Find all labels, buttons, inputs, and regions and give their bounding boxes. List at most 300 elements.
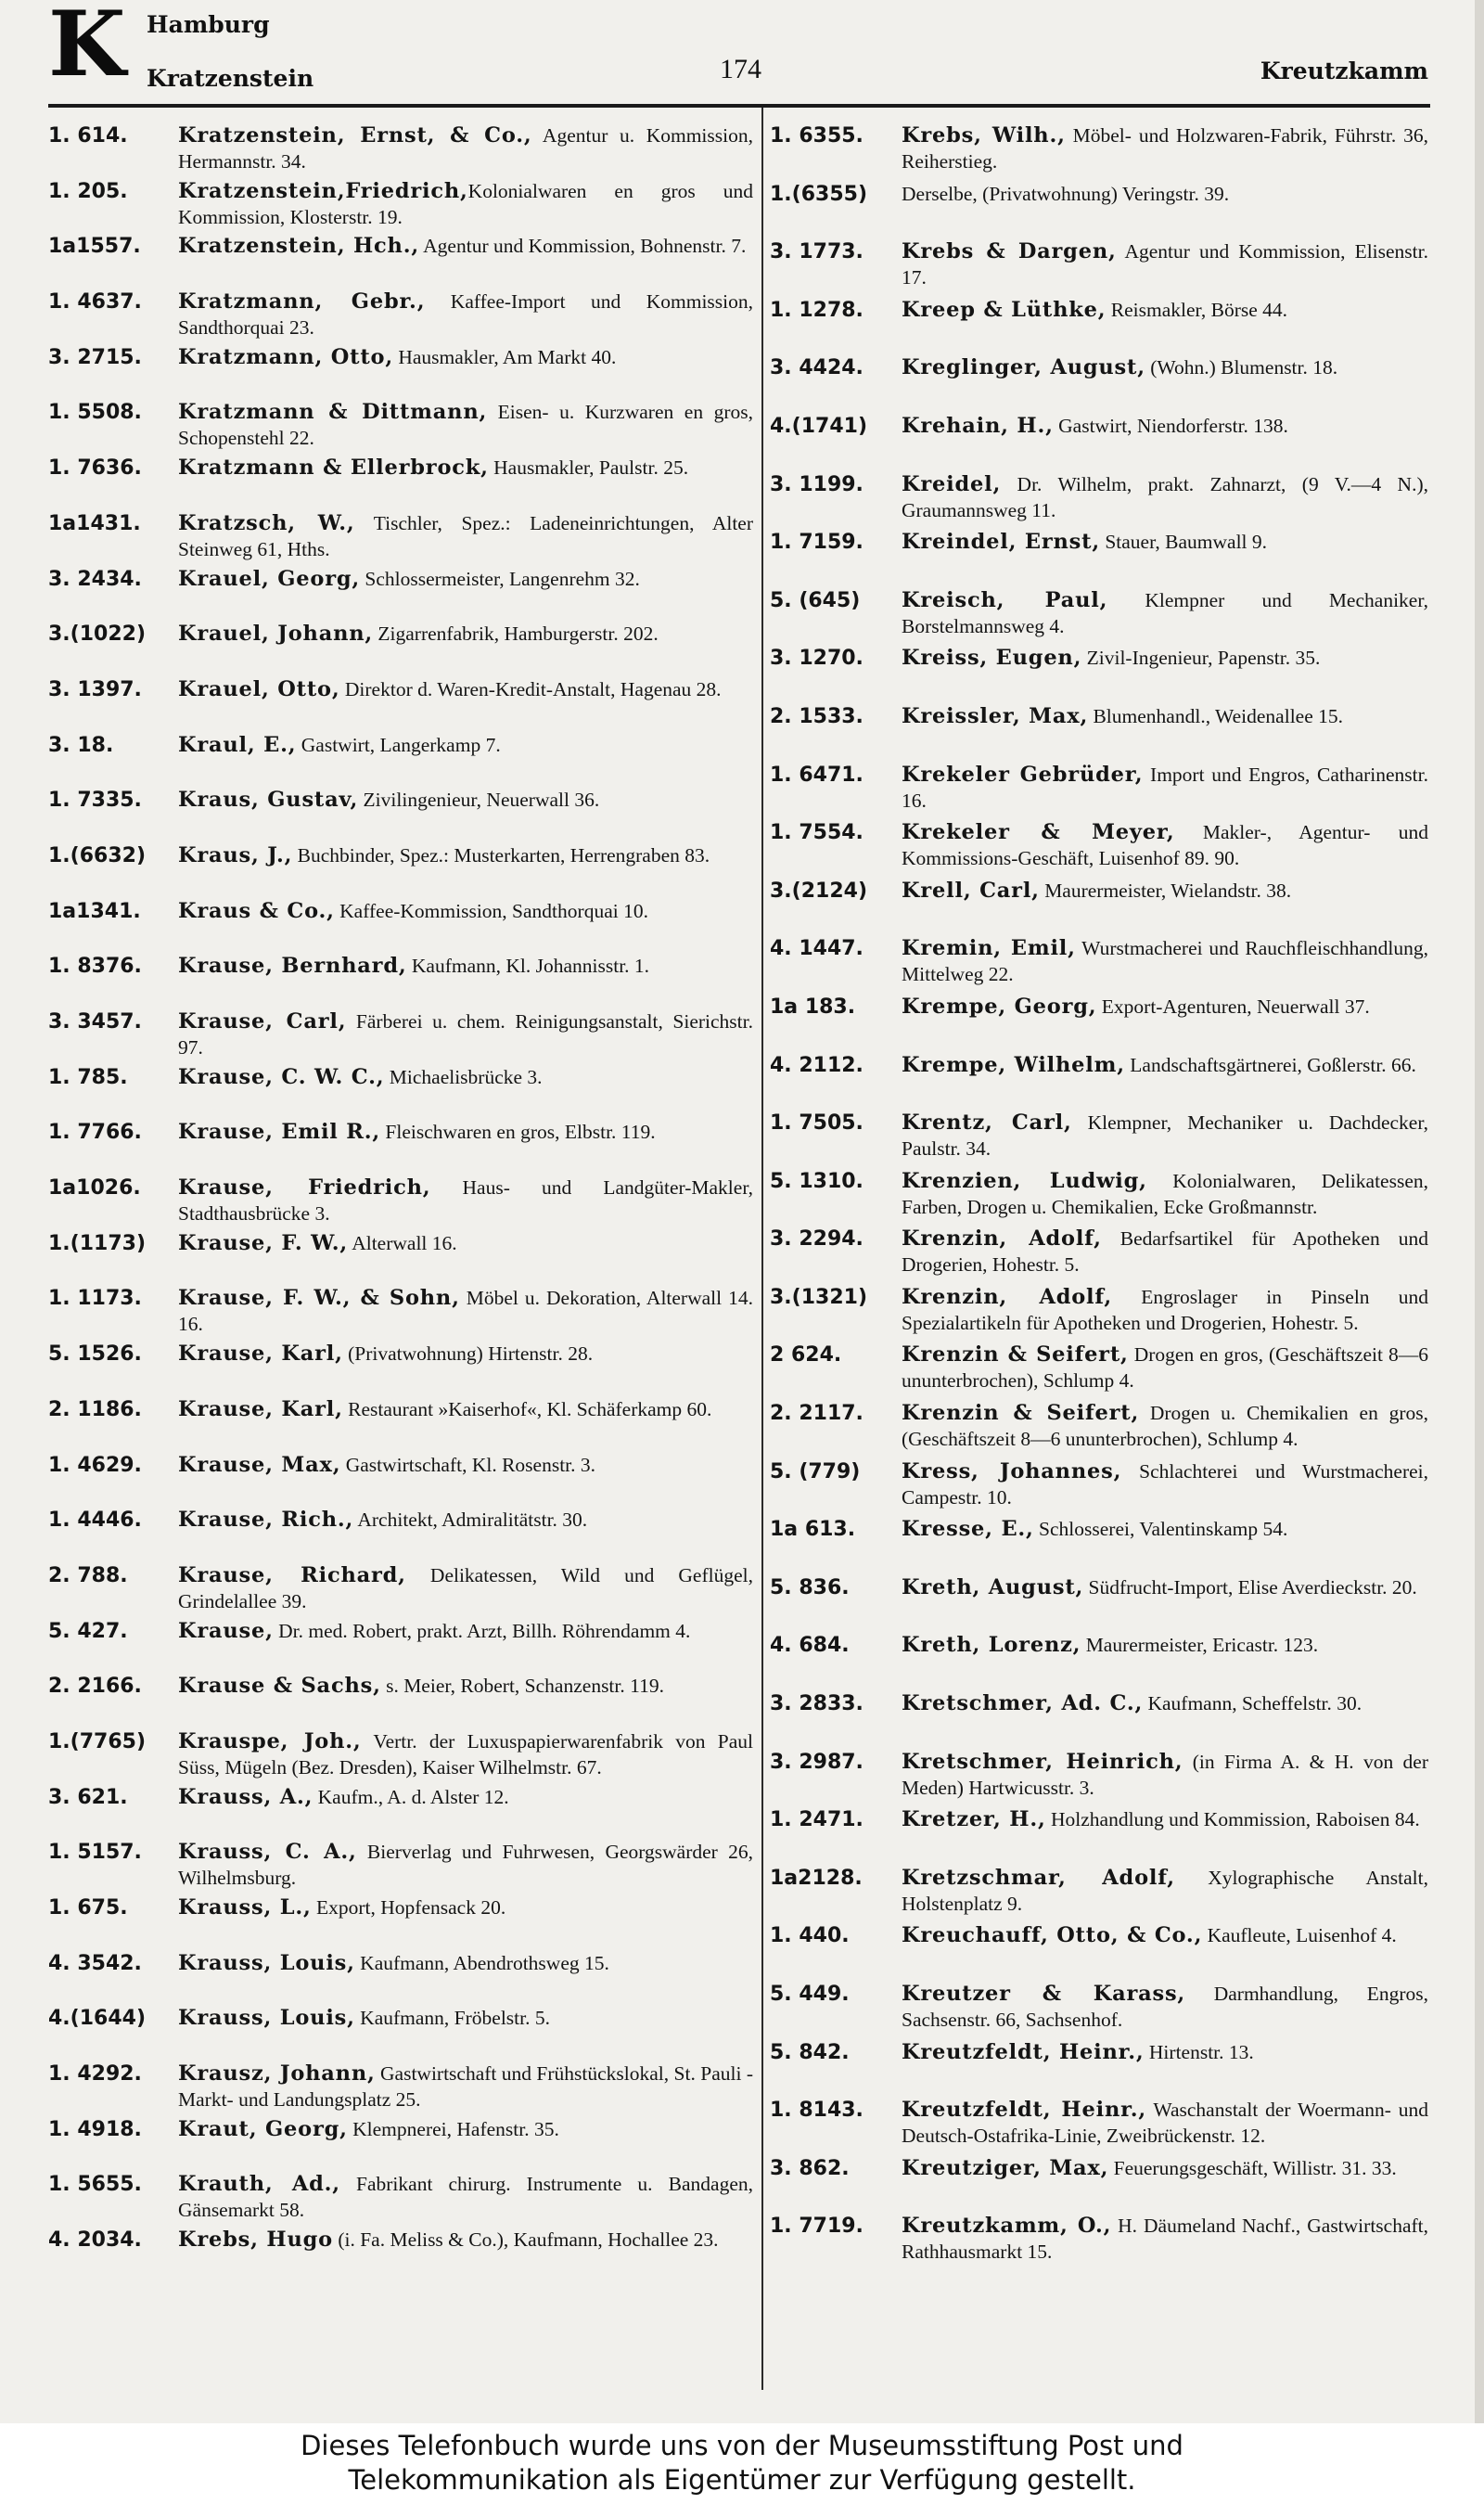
entry-phone-number: 1. 1173. (48, 1287, 142, 1311)
directory-entry (48, 1008, 753, 1064)
entry-phone-number: 1a 183. (770, 995, 856, 1019)
entry-phone-number: 1a2128. (770, 1866, 863, 1890)
entry-phone-number: 2. 1533. (770, 704, 864, 728)
directory-entry (48, 1175, 753, 1230)
directory-entry (770, 297, 1428, 355)
directory-entry (770, 1400, 1428, 1458)
entry-description: Engroslager in Pinseln und Spezialartikeln für Apotheken und Drogerien, Hohestr. 5. (902, 1285, 1428, 1334)
entry-phone-number: 3. 2987. (770, 1750, 864, 1774)
directory-entry (770, 1226, 1428, 1284)
entry-name: Krenzien, Ludwig, (902, 1168, 1147, 1193)
entry-name: Krauss, C. A., (178, 1840, 357, 1865)
entry-name: Krause, Bernhard, (178, 954, 407, 979)
entry-text (178, 289, 753, 340)
entry-text (902, 2097, 1428, 2149)
entry-text (902, 1110, 1428, 1162)
entry-phone-number: 2. 2117. (770, 1402, 864, 1426)
entry-name: Krentz, Carl, (902, 1111, 1072, 1136)
directory-entry (48, 122, 753, 178)
entry-text (178, 2227, 753, 2253)
entry-name: Kremin, Emil, (902, 936, 1076, 961)
entry-text (178, 1839, 753, 1891)
entry-phone-number: 1. 6355. (770, 124, 864, 148)
directory-entry (770, 1981, 1428, 2039)
entry-name: Krause, Richard, (178, 1562, 406, 1587)
directory-entry (48, 344, 753, 400)
entry-text (178, 1562, 753, 1614)
entry-description: Gastwirtschaft und Frühstückslokal, St. Pauli - Markt- und Landungsplatz 25. (178, 2062, 753, 2112)
entry-phone-number: 4. 684. (770, 1634, 850, 1658)
entry-text (902, 1226, 1428, 1278)
directory-entry (48, 732, 753, 788)
entry-text (902, 819, 1428, 871)
entry-text (902, 1052, 1428, 1078)
entry-description: Dr. med. Robert, prakt. Arzt, Billh. Röhrendamm 4. (273, 1619, 691, 1642)
directory-entry (770, 1865, 1428, 1923)
entry-text (178, 2005, 753, 2031)
entry-phone-number: 1. 4637. (48, 290, 142, 315)
entry-name: Krell, Carl, (902, 878, 1040, 903)
entry-phone-number: 3. 2833. (770, 1692, 864, 1716)
entry-name: Kratzenstein, Ernst, & Co., (178, 123, 532, 148)
entry-description: Kaufmann, Abendrothsweg 15. (354, 1951, 609, 1974)
entry-name: Kreuchauff, Otto, & Co., (902, 1923, 1203, 1948)
entry-name: Kreth, August, (902, 1574, 1084, 1599)
entry-name: Krauspe, Joh., (178, 1728, 362, 1753)
entry-text (902, 181, 1428, 207)
entry-phone-number: 1. 2471. (770, 1808, 864, 1832)
entry-phone-number: 3. 18. (48, 733, 114, 757)
entry-text (902, 878, 1428, 904)
entry-text (178, 676, 753, 702)
entry-phone-number: 4. 2112. (770, 1053, 864, 1077)
entry-text (178, 1507, 753, 1533)
directory-entry (770, 2213, 1428, 2271)
entry-description: Kaufmann, Fröbelstr. 5. (354, 2007, 550, 2030)
header-rule (48, 104, 1430, 108)
directory-entry (770, 1632, 1428, 1690)
entry-name: Kreidel, (902, 471, 1002, 496)
directory-entry (770, 354, 1428, 413)
entry-description: Bedarfsartikel für Apotheken und Drogerien, Hohestr. 5. (902, 1227, 1428, 1277)
entry-name: Kreth, Lorenz, (902, 1633, 1081, 1658)
entry-phone-number: 1a1026. (48, 1176, 141, 1201)
entry-description: Hausmakler, Am Markt 40. (392, 345, 617, 368)
entry-name: Krauss, A., (178, 1784, 313, 1809)
entry-name: Krause, Friedrich, (178, 1175, 431, 1201)
directory-entry (48, 898, 753, 954)
entry-text (902, 1922, 1428, 1948)
entry-text (178, 510, 753, 562)
entry-text (902, 935, 1428, 987)
entry-text (178, 1008, 753, 1060)
directory-entry (48, 455, 753, 510)
entry-phone-number: 1. 7554. (770, 821, 864, 845)
directory-entry (770, 1749, 1428, 1807)
directory-entry (48, 1341, 753, 1396)
entry-text (902, 1574, 1428, 1600)
directory-entry (48, 1562, 753, 1618)
entry-text (178, 1341, 753, 1367)
directory-entry (770, 413, 1428, 471)
directory-entry (770, 238, 1428, 297)
entry-text (902, 1400, 1428, 1452)
entry-text (902, 1168, 1428, 1220)
entry-description: Klempner und Mechaniker, Borstelmannsweg 4. (902, 588, 1429, 637)
entry-description: (in Firma A. & H. von der Meden) Hartwicusstr. 3. (902, 1750, 1428, 1799)
entry-name: Krause, Karl, (178, 1396, 343, 1421)
entry-description: Zigarrenfabrik, Hamburgerstr. 202. (373, 623, 659, 646)
entry-name: Kreisch, Paul, (902, 587, 1108, 612)
entry-name: Kresse, E., (902, 1517, 1034, 1542)
entry-name: Krause, Karl, (178, 1342, 343, 1367)
entry-name: Krebs, Wilh., (902, 123, 1066, 148)
entry-name: Krenzin, Adolf, (902, 1284, 1113, 1309)
entry-phone-number: 1. 5508. (48, 401, 142, 425)
entry-phone-number: 3.(1022) (48, 623, 147, 647)
entry-description: Feuerungsgeschäft, Willistr. 31. 33. (1108, 2156, 1397, 2179)
entry-text (178, 455, 753, 481)
entry-description: Kolonialwaren, Delikatessen, Farben, Drogen u. Chemikalien, Ecke Großmannstr. (902, 1169, 1428, 1218)
entry-name: Krause, Max, (178, 1452, 341, 1477)
entry-text (178, 1452, 753, 1478)
entry-phone-number: 5. 1310. (770, 1169, 864, 1193)
entry-phone-number: 3.(2124) (770, 879, 868, 903)
entry-name: Krause, F. W., & Sohn, (178, 1286, 460, 1311)
entry-phone-number: 1. 7636. (48, 456, 142, 481)
entry-phone-number: 2 624. (770, 1343, 842, 1368)
directory-entry (48, 2005, 753, 2061)
directory-entry (770, 122, 1428, 181)
entry-text (902, 645, 1428, 671)
entry-name: Krauel, Georg, (178, 566, 361, 591)
entry-phone-number: 1. 614. (48, 124, 128, 148)
entry-description: Stauer, Baumwall 9. (1099, 531, 1268, 554)
entry-phone-number: 1. 4292. (48, 2062, 142, 2087)
entry-name: Kreutzfeldt, Heinr., (902, 2098, 1146, 2123)
entry-phone-number: 4.(1741) (770, 414, 868, 438)
entry-name: Kreutzfeldt, Heinr., (902, 2039, 1145, 2064)
entry-description: Agentur und Kommission, Elisenstr. 17. (902, 240, 1428, 289)
entry-name: Krausz, Johann, (178, 2061, 376, 2087)
entry-description: Kolonialwaren en gros und Kommission, Klosterstr. 19. (178, 179, 753, 228)
directory-entry (48, 621, 753, 676)
directory-entry (770, 1110, 1428, 1168)
header-city: Hamburg (147, 11, 270, 38)
entry-description: Maurermeister, Wielandstr. 38. (1039, 879, 1292, 902)
entry-phone-number: 3. 1773. (770, 240, 864, 264)
entry-text (902, 762, 1428, 814)
directory-entry (48, 676, 753, 732)
directory-entry (770, 1342, 1428, 1400)
entry-name: Kratzenstein,Friedrich, (178, 178, 468, 203)
entry-phone-number: 1. 7159. (770, 531, 864, 555)
directory-entry (770, 762, 1428, 820)
entry-name: Kreissler, Max, (902, 703, 1089, 728)
directory-entry (48, 1230, 753, 1286)
entry-text (178, 2116, 753, 2142)
directory-entry (48, 787, 753, 842)
entry-description: (Wohn.) Blumenstr. 18. (1145, 356, 1338, 379)
entry-text (902, 238, 1428, 290)
entry-text (902, 1284, 1428, 1336)
entry-description: Kaufmann, Kl. Johannisstr. 1. (406, 955, 650, 978)
entry-description: Dr. Wilhelm, prakt. Zahnarzt, (9 V.—4 N.), Graumannsweg 11. (902, 472, 1428, 521)
entry-name: Krenzin & Seifert, (902, 1342, 1129, 1368)
entry-text (902, 529, 1428, 555)
entry-name: Krekeler & Meyer, (902, 820, 1175, 845)
entry-text (178, 842, 753, 868)
entry-name: Krause, Emil R., (178, 1120, 381, 1145)
entry-name: Kraut, Georg, (178, 2116, 348, 2141)
entry-name: Kreutzer & Karass, (902, 1982, 1186, 2006)
entry-description: Hausmakler, Paulstr. 25. (488, 456, 689, 480)
entry-description: Tischler, Spez.: Ladeneinrichtungen, Alter Steinweg 61, Hths. (178, 511, 753, 560)
entry-phone-number: 4. 1447. (770, 937, 864, 961)
entry-phone-number: 4.(1644) (48, 2007, 147, 2031)
entry-name: Krempe, Georg, (902, 994, 1097, 1019)
entry-description: Bierverlag und Fuhrwesen, Georgswärder 26, Wilhelmsburg. (178, 1841, 753, 1890)
directory-entry (48, 1396, 753, 1452)
entry-text (902, 1749, 1428, 1801)
entry-phone-number: 1. 4446. (48, 1509, 142, 1533)
entry-description: Export-Agenturen, Neuerwall 37. (1096, 995, 1370, 1018)
entry-description: Makler-, Agentur- und Kommissions-Geschäft, Luisenhof 89. 90. (902, 821, 1428, 870)
entry-text (178, 898, 753, 924)
entry-phone-number: 1. 1278. (770, 298, 864, 322)
directory-entry (48, 1064, 753, 1120)
entry-description: Kaufm., A. d. Alster 12. (313, 1785, 509, 1808)
entry-phone-number: 2. 788. (48, 1563, 128, 1587)
entry-phone-number: 1a 613. (770, 1518, 856, 1542)
entry-name: Krauth, Ad., (178, 2172, 340, 2197)
entry-description: Darmhandlung, Engros, Sachsenstr. 66, Sachsenhof. (902, 1983, 1428, 2031)
entry-description: Agentur u. Kommission, Hermannstr. 34. (178, 124, 753, 173)
column-divider (761, 108, 763, 2390)
entry-description: Waschanstalt der Woermann- und Deutsch-Ostafrika-Linie, Zweibrückenstr. 12. (902, 2099, 1428, 2148)
footer-line-2: Telekommunikation als Eigentümer zur Verfügung gestellt. (348, 2464, 1136, 2496)
entry-phone-number: 1a1431. (48, 511, 141, 535)
directory-entry (770, 878, 1428, 936)
entry-phone-number: 1. 5655. (48, 2173, 142, 2197)
entry-text (178, 1728, 753, 1780)
entry-name: Krempe, Wilhelm, (902, 1052, 1125, 1077)
entry-name: Kretzschmar, Adolf, (902, 1865, 1175, 1890)
entry-phone-number: 1. 7335. (48, 789, 142, 813)
right-column (770, 122, 1428, 2271)
entry-phone-number: 1. 440. (770, 1924, 850, 1948)
entry-text (902, 1516, 1428, 1542)
directory-entry (48, 510, 753, 566)
entry-name: Krebs & Dargen, (902, 239, 1117, 264)
entry-text (902, 1690, 1428, 1716)
entry-name: Krauel, Johann, (178, 622, 374, 647)
entry-phone-number: 1. 4918. (48, 2117, 142, 2141)
entry-name: Kraus, J., (178, 842, 293, 867)
directory-entry (48, 1452, 753, 1508)
directory-entry (48, 1673, 753, 1728)
directory-entry (770, 1922, 1428, 1981)
directory-entry (48, 1507, 753, 1562)
header-last-entry: Kreutzkamm (1260, 58, 1428, 84)
entry-name: Kratzmann, Otto, (178, 344, 393, 369)
directory-entry (770, 1052, 1428, 1111)
entry-phone-number: 1. 5157. (48, 1841, 142, 1865)
entry-phone-number: 5. 836. (770, 1575, 850, 1599)
directory-entry (770, 1516, 1428, 1574)
entry-description: Gastwirt, Niendorferstr. 138. (1053, 414, 1288, 437)
entry-phone-number: 5. (645) (770, 588, 861, 612)
directory-entry (48, 2171, 753, 2227)
entry-description: Kaffee-Import und Kommission, Sandthorquai 23. (178, 290, 754, 340)
directory-entry (770, 1284, 1428, 1342)
entry-name: Krause, (178, 1618, 274, 1643)
entry-description: Hirtenstr. 13. (1144, 2040, 1254, 2063)
entry-text (178, 1784, 753, 1810)
entry-description: Zivil-Ingenieur, Papenstr. 35. (1081, 647, 1321, 670)
directory-entry (48, 1285, 753, 1341)
entry-description: Xylographische Anstalt, Holstenplatz 9. (902, 1866, 1428, 1915)
entry-name: Krause & Sachs, (178, 1674, 381, 1699)
directory-entry (770, 471, 1428, 530)
entry-phone-number: 4. 2034. (48, 2228, 142, 2253)
entry-description: Delikatessen, Wild und Geflügel, Grindelallee 39. (178, 1563, 754, 1612)
entry-phone-number: 1. 7766. (48, 1121, 142, 1145)
entry-name: Krehain, H., (902, 413, 1054, 438)
directory-entry (48, 1839, 753, 1894)
directory-entry (770, 2039, 1428, 2098)
entry-description: Schlachterei und Wurstmacherei, Campestr. 10. (902, 1459, 1428, 1509)
directory-entry (770, 1690, 1428, 1749)
entry-phone-number: 3. 621. (48, 1785, 128, 1809)
directory-entry (48, 953, 753, 1008)
entry-description: Architekt, Admiralitätstr. 30. (353, 1509, 588, 1532)
entry-phone-number: 3. 1397. (48, 677, 142, 701)
entry-description: Fleischwaren en gros, Elbstr. 119. (380, 1121, 656, 1144)
directory-entry (48, 2061, 753, 2116)
entry-phone-number: 3. 3457. (48, 1010, 142, 1034)
directory-entry (770, 819, 1428, 878)
entry-phone-number: 3. 1270. (770, 647, 864, 671)
directory-entry (770, 529, 1428, 587)
footer-note (0, 2423, 1484, 2504)
entry-phone-number: 1. 4629. (48, 1453, 142, 1477)
directory-entry (48, 1119, 753, 1175)
entry-phone-number: 1. 8143. (770, 2099, 864, 2123)
entry-name: Krauss, Louis, (178, 2006, 355, 2031)
entry-description: Fabrikant chirurg. Instrumente u. Bandagen, Gänsemarkt 58. (178, 2173, 753, 2222)
entry-name: Kratzsch, W., (178, 510, 355, 535)
entry-text (178, 2171, 753, 2223)
entry-text (178, 1285, 753, 1337)
directory-entry (770, 935, 1428, 994)
entry-description: Gastwirt, Langerkamp 7. (296, 733, 501, 756)
entry-phone-number: 5. (779) (770, 1459, 861, 1483)
entry-text (178, 1064, 753, 1090)
entry-description: Derselbe, (Privatwohnung) Veringstr. 39. (902, 182, 1230, 205)
entry-description: (Privatwohnung) Hirtenstr. 28. (342, 1342, 594, 1366)
left-column (48, 122, 753, 2282)
entry-phone-number: 1. 7505. (770, 1111, 864, 1136)
entry-phone-number: 1a1557. (48, 235, 141, 259)
entry-description: Haus- und Landgüter-Makler, Stadthausbrücke 3. (178, 1176, 753, 1226)
directory-entry (770, 181, 1428, 239)
header-first-entry: Kratzenstein (147, 65, 314, 92)
entry-text (902, 1342, 1428, 1393)
entry-text (902, 2155, 1428, 2181)
entry-name: Kreindel, Ernst, (902, 530, 1100, 555)
entry-phone-number: 1.(6632) (48, 843, 147, 867)
entry-text (178, 178, 753, 230)
entry-description: Holzhandlung und Kommission, Raboisen 84. (1045, 1808, 1420, 1831)
entry-description: Buchbinder, Spez.: Musterkarten, Herrengraben 83. (292, 843, 710, 867)
entry-description: Export, Hopfensack 20. (311, 1896, 506, 1919)
entry-name: Kreglinger, August, (902, 355, 1145, 380)
entry-description: s. Meier, Robert, Schanzenstr. 119. (380, 1675, 664, 1698)
entry-text (178, 566, 753, 592)
entry-phone-number: 1. 675. (48, 1896, 128, 1920)
directory-entry (48, 2227, 753, 2282)
entry-name: Kretschmer, Heinrich, (902, 1749, 1183, 1774)
entry-description: Kaufmann, Scheffelstr. 30. (1143, 1692, 1362, 1715)
entry-description: Wurstmacherei und Rauchfleischhandlung, Mittelweg 22. (902, 937, 1429, 986)
entry-name: Kratzenstein, Hch., (178, 234, 419, 259)
entry-text (178, 344, 753, 370)
entry-text (902, 1632, 1428, 1658)
entry-text (902, 1806, 1428, 1832)
entry-phone-number: 3. 4424. (770, 356, 864, 380)
entry-name: Krauss, Louis, (178, 1950, 355, 1975)
directory-entry (48, 1950, 753, 2006)
entry-description: Restaurant »Kaiserhof«, Kl. Schäferkamp 60. (342, 1397, 712, 1420)
directory-entry (48, 1894, 753, 1950)
entry-text (178, 1950, 753, 1976)
entry-phone-number: 1.(7765) (48, 1729, 147, 1753)
entry-text (178, 233, 753, 259)
entry-name: Kretzer, H., (902, 1807, 1046, 1832)
entry-description: Vertr. der Luxuspapierwarenfabrik von Paul Süss, Mügeln (Bez. Dresden), Kaiser Wilhelmstr. 67. (178, 1729, 754, 1778)
entry-name: Krenzin & Seifert, (902, 1401, 1140, 1426)
entry-text (178, 1175, 753, 1226)
directory-entry (770, 1458, 1428, 1517)
directory-entry (770, 1806, 1428, 1865)
entry-phone-number: 2. 2166. (48, 1675, 142, 1699)
entry-text (902, 2039, 1428, 2065)
directory-entry (770, 587, 1428, 646)
directory-entry (770, 645, 1428, 703)
entry-name: Krebs, Hugo (178, 2228, 333, 2253)
entry-phone-number: 3.(1321) (770, 1285, 868, 1309)
entry-name: Kreep & Lüthke, (902, 297, 1107, 322)
directory-entry (48, 289, 753, 344)
directory-entry (770, 994, 1428, 1052)
entry-text (178, 122, 753, 174)
entry-phone-number: 4. 3542. (48, 1951, 142, 1975)
entry-description: Reismakler, Börse 44. (1106, 298, 1288, 321)
entry-text (178, 1894, 753, 1920)
directory-entry (48, 178, 753, 234)
directory-entry (48, 566, 753, 622)
directory-entry (48, 2116, 753, 2172)
entry-text (902, 1458, 1428, 1510)
entry-description: Drogen en gros, (Geschäftszeit 8—6 ununterbrochen), Schlump 4. (902, 1343, 1428, 1393)
entry-phone-number: 3. 2434. (48, 567, 142, 591)
entry-description: Klempner, Mechaniker u. Dachdecker, Paulstr. 34. (902, 1111, 1428, 1161)
entry-phone-number: 1.(1173) (48, 1231, 147, 1255)
entry-name: Krauss, L., (178, 1895, 312, 1920)
page-header (0, 0, 1447, 104)
directory-entry (770, 1574, 1428, 1633)
